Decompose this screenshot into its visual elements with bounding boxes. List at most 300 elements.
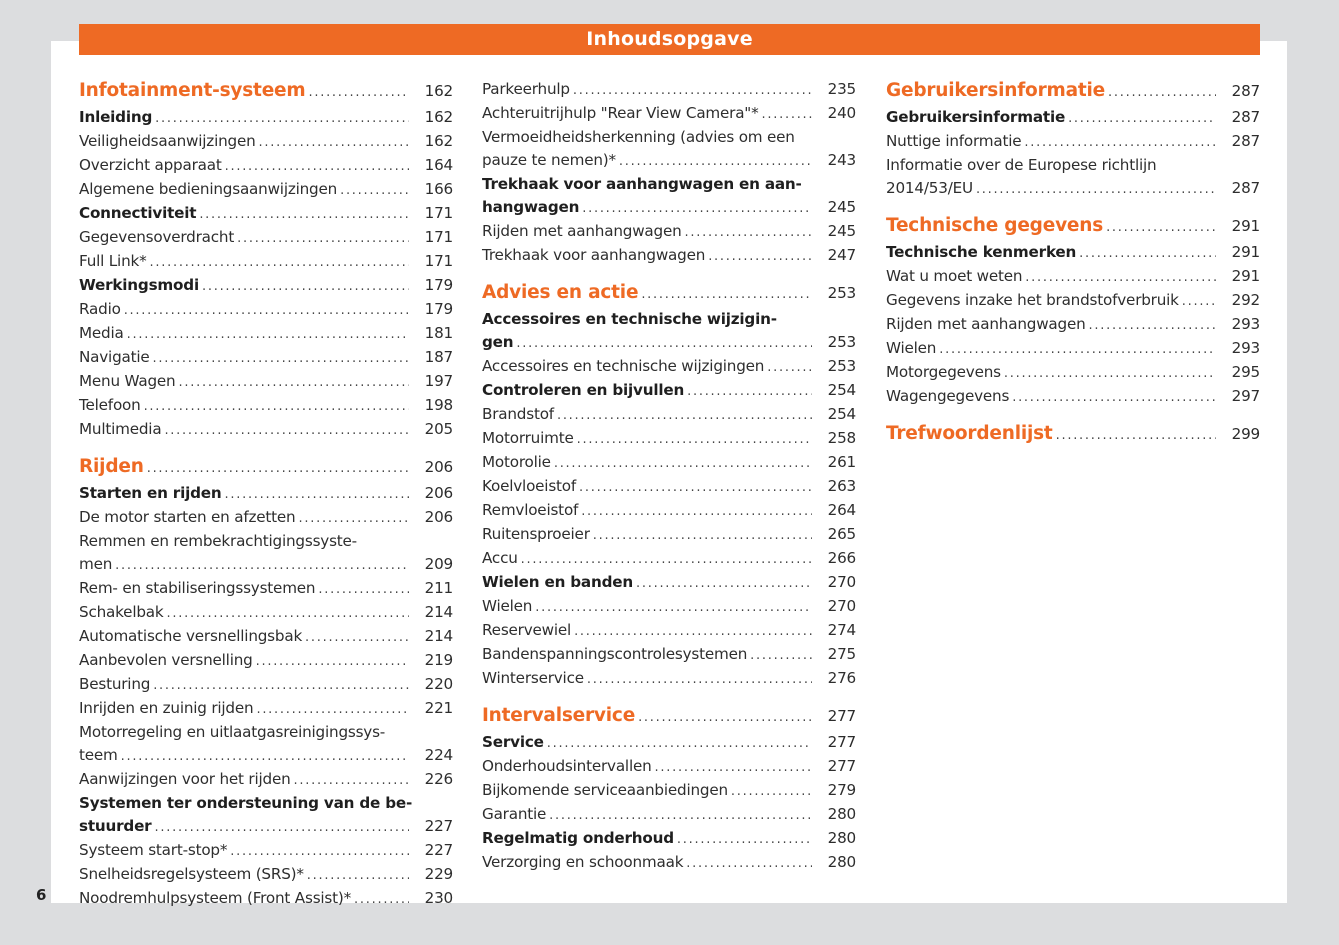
toc-entry-page: 299 xyxy=(1231,425,1260,443)
toc-entry-page: 206 xyxy=(424,484,453,502)
toc-entry-title: Gegevens inzake het brandstofverbruik xyxy=(886,291,1179,309)
toc-entry-page: 230 xyxy=(424,889,453,907)
toc-entry-title: Aanwijzingen voor het rijden xyxy=(79,770,291,788)
dot-leader xyxy=(256,650,409,673)
toc-entry-title: Navigatie xyxy=(79,348,150,366)
toc-entry-title: Motorolie xyxy=(482,453,551,471)
dot-leader xyxy=(1024,131,1216,154)
dot-leader xyxy=(686,852,812,875)
toc-entry-topic[interactable] xyxy=(79,721,453,768)
dot-leader xyxy=(1012,386,1216,409)
dot-leader xyxy=(1106,215,1216,241)
dot-leader xyxy=(127,323,409,346)
toc-entry-topic[interactable] xyxy=(482,244,856,268)
toc-entry-topic[interactable] xyxy=(79,322,453,346)
toc-entry-topic[interactable] xyxy=(482,427,856,451)
toc-entry-topic[interactable] xyxy=(79,768,453,792)
toc-entry-title: 2014/53/EU xyxy=(886,179,973,197)
toc-entry-topic[interactable] xyxy=(482,102,856,126)
toc-entry-page: 292 xyxy=(1231,291,1260,309)
toc-entry-page: 171 xyxy=(424,252,453,270)
toc-entry-topic[interactable] xyxy=(482,403,856,427)
toc-entry-page: 258 xyxy=(827,429,856,447)
toc-entry-page: 293 xyxy=(1231,339,1260,357)
toc-entry-page: 206 xyxy=(424,508,453,526)
dot-leader xyxy=(939,338,1216,361)
toc-entry-title: Onderhoudsintervallen xyxy=(482,757,652,775)
toc-entry-page: 280 xyxy=(827,829,856,847)
toc-entry-title: Wielen en banden xyxy=(482,573,633,591)
toc-entry-title: hangwagen xyxy=(482,198,580,216)
toc-entry-topic[interactable] xyxy=(482,355,856,379)
toc-entry-page: 287 xyxy=(1231,132,1260,150)
dot-leader xyxy=(1025,266,1216,289)
toc-entry-title: Intervalservice xyxy=(482,705,636,726)
toc-entry-topic[interactable] xyxy=(886,313,1260,337)
toc-entry-page: 206 xyxy=(424,458,453,476)
toc-entry-title: Rijden met aanhangwagen xyxy=(886,315,1086,333)
toc-entry-page: 276 xyxy=(827,669,856,687)
toc-entry-topic[interactable] xyxy=(79,863,453,887)
toc-entry-title: gen xyxy=(482,333,514,351)
toc-entry-section[interactable] xyxy=(482,571,856,595)
toc-entry-page: 275 xyxy=(827,645,856,663)
toc-entry-page: 277 xyxy=(827,707,856,725)
toc-entry-topic[interactable] xyxy=(482,126,856,173)
toc-entry-page: 198 xyxy=(424,396,453,414)
toc-entry-topic[interactable] xyxy=(79,418,453,442)
toc-entry-topic[interactable] xyxy=(886,337,1260,361)
toc-entry-page: 227 xyxy=(424,841,453,859)
toc-entry-topic[interactable] xyxy=(79,506,453,530)
toc-entry-page: 247 xyxy=(827,246,856,264)
toc-entry-title: Starten en rijden xyxy=(79,484,222,502)
toc-entry-page: 205 xyxy=(424,420,453,438)
dot-leader xyxy=(1079,242,1216,265)
toc-entry-topic[interactable] xyxy=(482,643,856,667)
dot-leader xyxy=(224,483,409,506)
dot-leader xyxy=(762,103,813,126)
toc-entry-page: 179 xyxy=(424,300,453,318)
dot-leader xyxy=(144,395,409,418)
toc-entry-title: Nuttige informatie xyxy=(886,132,1022,150)
toc-entry-section[interactable] xyxy=(482,379,856,403)
toc-entry-title: Accu xyxy=(482,549,518,567)
toc-entry-section[interactable] xyxy=(79,482,453,506)
dot-leader xyxy=(166,602,409,625)
toc-entry-title: Accessoires en technische wijzigingen xyxy=(482,357,765,375)
dot-leader xyxy=(153,674,409,697)
toc-entry-page: 164 xyxy=(424,156,453,174)
toc-entry-page: 264 xyxy=(827,501,856,519)
toc-entry-topic[interactable] xyxy=(482,499,856,523)
dot-leader xyxy=(237,227,409,250)
toc-entry-title: Service xyxy=(482,733,544,751)
dot-leader xyxy=(305,626,409,649)
dot-leader xyxy=(307,864,409,887)
page-number: 6 xyxy=(36,886,47,904)
toc-entry-title: Verzorging en schoonmaak xyxy=(482,853,684,871)
toc-entry-page: 280 xyxy=(827,853,856,871)
toc-entry-page: 280 xyxy=(827,805,856,823)
dot-leader xyxy=(179,371,410,394)
toc-entry-section[interactable] xyxy=(79,106,453,130)
toc-entry-title: Veiligheidsaanwijzingen xyxy=(79,132,256,150)
toc-entry-page: 287 xyxy=(1231,82,1260,100)
toc-entry-title-line1: Motorregeling en uitlaatgasreinigingssys- xyxy=(79,723,386,741)
toc-entry-page: 171 xyxy=(424,204,453,222)
dot-leader xyxy=(641,282,812,308)
toc-entry-title: Algemene bedieningsaanwijzingen xyxy=(79,180,338,198)
dot-leader xyxy=(750,644,812,667)
toc-entry-title: men xyxy=(79,555,113,573)
toc-entry-topic[interactable] xyxy=(482,547,856,571)
dot-leader xyxy=(1108,80,1216,106)
toc-entry-title: teem xyxy=(79,746,118,764)
toc-entry-topic[interactable] xyxy=(886,361,1260,385)
toc-entry-title: Bijkomende serviceaanbiedingen xyxy=(482,781,728,799)
toc-entry-title-line1: Accessoires en technische wijzigin- xyxy=(482,310,777,328)
toc-entry-page: 277 xyxy=(827,757,856,775)
toc-entry-page: 253 xyxy=(827,284,856,302)
toc-entry-title: Wat u moet weten xyxy=(886,267,1023,285)
toc-entry-page: 270 xyxy=(827,597,856,615)
toc-entry-page: 270 xyxy=(827,573,856,591)
toc-entry-title: Schakelbak xyxy=(79,603,164,621)
dot-leader xyxy=(259,131,409,154)
toc-column-3 xyxy=(886,78,1260,449)
toc-entry-page: 287 xyxy=(1231,179,1260,197)
toc-entry-page: 243 xyxy=(827,151,856,169)
toc-entry-title: Brandstof xyxy=(482,405,554,423)
toc-entry-page: 166 xyxy=(424,180,453,198)
toc-entry-title-line1: Systemen ter ondersteuning van de be- xyxy=(79,794,413,812)
toc-entry-page: 162 xyxy=(424,82,453,100)
toc-entry-topic[interactable] xyxy=(482,78,856,102)
toc-entry-chapter[interactable] xyxy=(79,78,453,106)
toc-entry-page: 265 xyxy=(827,525,856,543)
dot-leader xyxy=(1056,423,1216,449)
dot-leader xyxy=(1004,362,1216,385)
toc-entry-page: 277 xyxy=(827,733,856,751)
toc-entry-page: 253 xyxy=(827,357,856,375)
dot-leader xyxy=(299,507,410,530)
toc-entry-title: Technische kenmerken xyxy=(886,243,1077,261)
toc-entry-title: Winterservice xyxy=(482,669,584,687)
toc-entry-page: 263 xyxy=(827,477,856,495)
toc-entry-topic[interactable] xyxy=(79,577,453,601)
toc-entry-title: Werkingsmodi xyxy=(79,276,199,294)
toc-entry-page: 162 xyxy=(424,132,453,150)
toc-entry-title: Wagengegevens xyxy=(886,387,1010,405)
toc-entry-topic[interactable] xyxy=(482,803,856,827)
toc-entry-page: 209 xyxy=(424,555,453,573)
toc-entry-page: 254 xyxy=(827,405,856,423)
toc-entry-topic[interactable] xyxy=(79,887,453,911)
toc-entry-title: Overzicht apparaat xyxy=(79,156,222,174)
dot-leader xyxy=(547,732,812,755)
dot-leader xyxy=(340,179,409,202)
toc-entry-title: Connectiviteit xyxy=(79,204,197,222)
dot-leader xyxy=(577,428,812,451)
toc-entry-topic[interactable] xyxy=(79,530,453,577)
toc-entry-topic[interactable] xyxy=(886,265,1260,289)
toc-entry-page: 279 xyxy=(827,781,856,799)
toc-entry-title: Rijden xyxy=(79,456,144,477)
toc-entry-title: Telefoon xyxy=(79,396,141,414)
toc-entry-title: Multimedia xyxy=(79,420,162,438)
dot-leader xyxy=(593,524,812,547)
toc-entry-chapter[interactable] xyxy=(482,280,856,308)
toc-entry-page: 295 xyxy=(1231,363,1260,381)
toc-entry-page: 181 xyxy=(424,324,453,342)
toc-entry-topic[interactable] xyxy=(886,130,1260,154)
toc-entry-topic[interactable] xyxy=(79,226,453,250)
toc-entry-chapter[interactable] xyxy=(482,703,856,731)
toc-entry-section[interactable] xyxy=(482,731,856,755)
toc-entry-page: 214 xyxy=(424,627,453,645)
toc-entry-title: Rijden met aanhangwagen xyxy=(482,222,682,240)
toc-entry-page: 187 xyxy=(424,348,453,366)
dot-leader xyxy=(318,578,409,601)
toc-entry-topic[interactable] xyxy=(886,154,1260,201)
dot-leader xyxy=(549,804,812,827)
dot-leader xyxy=(535,596,812,619)
dot-leader xyxy=(154,816,409,839)
toc-entry-topic[interactable] xyxy=(482,851,856,875)
dot-leader xyxy=(294,769,409,792)
dot-leader xyxy=(573,79,812,102)
dot-leader xyxy=(1182,290,1216,313)
dot-leader xyxy=(685,221,812,244)
toc-entry-page: 291 xyxy=(1231,217,1260,235)
toc-entry-title: Full Link* xyxy=(79,252,147,270)
toc-entry-topic[interactable] xyxy=(79,346,453,370)
dot-leader xyxy=(619,150,812,173)
toc-entry-topic[interactable] xyxy=(79,601,453,625)
toc-entry-title: Wielen xyxy=(482,597,533,615)
toc-entry-title: Bandenspanningscontrolesystemen xyxy=(482,645,748,663)
toc-entry-chapter[interactable] xyxy=(886,213,1260,241)
dot-leader xyxy=(308,80,409,106)
dot-leader xyxy=(708,245,812,268)
toc-entry-topic[interactable] xyxy=(79,298,453,322)
toc-entry-page: 254 xyxy=(827,381,856,399)
toc-entry-section[interactable] xyxy=(886,106,1260,130)
toc-entry-page: 245 xyxy=(827,222,856,240)
toc-entry-topic[interactable] xyxy=(79,130,453,154)
toc-entry-page: 253 xyxy=(827,333,856,351)
toc-entry-page: 220 xyxy=(424,675,453,693)
dot-leader xyxy=(153,347,409,370)
toc-entry-topic[interactable] xyxy=(482,619,856,643)
toc-entry-section[interactable] xyxy=(482,308,856,355)
toc-entry-page: 240 xyxy=(827,104,856,122)
toc-entry-title: Rem- en stabiliseringssystemen xyxy=(79,579,316,597)
toc-entry-page: 214 xyxy=(424,603,453,621)
toc-entry-title: Trefwoordenlijst xyxy=(886,423,1053,444)
toc-entry-page: 274 xyxy=(827,621,856,639)
toc-entry-topic[interactable] xyxy=(886,289,1260,313)
toc-entry-title: Advies en actie xyxy=(482,282,639,303)
toc-entry-title: Gebruikersinformatie xyxy=(886,108,1066,126)
toc-entry-topic[interactable] xyxy=(482,220,856,244)
toc-entry-page: 235 xyxy=(827,80,856,98)
toc-column-1 xyxy=(79,78,453,911)
toc-entry-section[interactable] xyxy=(79,202,453,226)
dot-leader xyxy=(150,251,410,274)
toc-entry-page: 219 xyxy=(424,651,453,669)
toc-entry-title: Infotainment-systeem xyxy=(79,80,306,101)
toc-entry-title: Menu Wagen xyxy=(79,372,176,390)
toc-entry-title: Motorgegevens xyxy=(886,363,1001,381)
dot-leader xyxy=(164,419,409,442)
toc-entry-topic[interactable] xyxy=(482,755,856,779)
toc-entry-title: Aanbevolen versnelling xyxy=(79,651,253,669)
toc-entry-section[interactable] xyxy=(482,173,856,220)
toc-entry-page: 197 xyxy=(424,372,453,390)
dot-leader xyxy=(147,456,409,482)
dot-leader xyxy=(574,620,812,643)
toc-entry-title: Ruitensproeier xyxy=(482,525,590,543)
toc-entry-title-line1: Trekhaak voor aanhangwagen en aan- xyxy=(482,175,802,193)
toc-entry-title: Regelmatig onderhoud xyxy=(482,829,674,847)
toc-entry-page: 226 xyxy=(424,770,453,788)
toc-entry-page: 229 xyxy=(424,865,453,883)
toc-entry-section[interactable] xyxy=(79,274,453,298)
dot-leader xyxy=(230,840,409,863)
page-header-title: Inhoudsopgave xyxy=(79,24,1260,55)
toc-entry-topic[interactable] xyxy=(79,839,453,863)
toc-entry-title: De motor starten en afzetten xyxy=(79,508,296,526)
toc-entry-page: 293 xyxy=(1231,315,1260,333)
dot-leader xyxy=(767,356,812,379)
toc-entry-page: 162 xyxy=(424,108,453,126)
toc-entry-page: 221 xyxy=(424,699,453,717)
toc-entry-title-line1: Informatie over de Europese richtlijn xyxy=(886,156,1157,174)
dot-leader xyxy=(976,178,1216,201)
toc-entry-title: Radio xyxy=(79,300,121,318)
toc-entry-topic[interactable] xyxy=(886,385,1260,409)
toc-entry-title: pauze te nemen)* xyxy=(482,151,616,169)
toc-entry-title: Garantie xyxy=(482,805,547,823)
toc-entry-title: Media xyxy=(79,324,124,342)
toc-entry-topic[interactable] xyxy=(79,697,453,721)
dot-leader xyxy=(521,548,812,571)
toc-entry-page: 287 xyxy=(1231,108,1260,126)
toc-entry-title: Gebruikersinformatie xyxy=(886,80,1105,101)
dot-leader xyxy=(225,155,409,178)
toc-entry-topic[interactable] xyxy=(79,394,453,418)
toc-entry-page: 179 xyxy=(424,276,453,294)
toc-entry-title: Parkeerhulp xyxy=(482,80,570,98)
toc-entry-title: Trekhaak voor aanhangwagen xyxy=(482,246,706,264)
dot-leader xyxy=(731,780,812,803)
dot-leader xyxy=(115,554,409,577)
toc-entry-topic[interactable] xyxy=(482,475,856,499)
toc-entry-title: Inrijden en zuinig rijden xyxy=(79,699,254,717)
dot-leader xyxy=(1068,107,1216,130)
toc-entry-title: Noodremhulpsysteem (Front Assist)* xyxy=(79,889,352,907)
dot-leader xyxy=(677,828,812,851)
toc-entry-page: 211 xyxy=(424,579,453,597)
toc-entry-chapter[interactable] xyxy=(886,421,1260,449)
toc-entry-title: Besturing xyxy=(79,675,151,693)
toc-entry-title: Reservewiel xyxy=(482,621,572,639)
dot-leader xyxy=(256,698,409,721)
dot-leader xyxy=(579,476,812,499)
toc-entry-topic[interactable] xyxy=(79,370,453,394)
dot-leader xyxy=(636,572,812,595)
dot-leader xyxy=(516,332,812,355)
toc-entry-topic[interactable] xyxy=(79,625,453,649)
toc-entry-title: Gegevensoverdracht xyxy=(79,228,235,246)
toc-entry-topic[interactable] xyxy=(482,595,856,619)
dot-leader xyxy=(554,452,812,475)
toc-entry-title: Snelheidsregelsysteem (SRS)* xyxy=(79,865,304,883)
dot-leader xyxy=(581,500,812,523)
toc-entry-topic[interactable] xyxy=(79,154,453,178)
toc-entry-page: 291 xyxy=(1231,243,1260,261)
toc-entry-topic[interactable] xyxy=(79,178,453,202)
toc-entry-page: 291 xyxy=(1231,267,1260,285)
toc-entry-topic[interactable] xyxy=(482,523,856,547)
dot-leader xyxy=(557,404,812,427)
dot-leader xyxy=(121,745,409,768)
toc-entry-section[interactable] xyxy=(482,827,856,851)
toc-entry-page: 245 xyxy=(827,198,856,216)
toc-entry-topic[interactable] xyxy=(79,649,453,673)
dot-leader xyxy=(354,888,409,911)
toc-entry-page: 297 xyxy=(1231,387,1260,405)
dot-leader xyxy=(655,756,812,779)
toc-entry-title: Automatische versnellingsbak xyxy=(79,627,303,645)
toc-entry-title: Wielen xyxy=(886,339,937,357)
dot-leader xyxy=(202,275,409,298)
dot-leader xyxy=(687,380,812,403)
toc-entry-page: 224 xyxy=(424,746,453,764)
toc-entry-page: 171 xyxy=(424,228,453,246)
toc-entry-topic[interactable] xyxy=(482,451,856,475)
toc-entry-topic[interactable] xyxy=(482,779,856,803)
dot-leader xyxy=(587,668,812,691)
toc-entry-title: Achteruitrijhulp "Rear View Camera"* xyxy=(482,104,759,122)
toc-entry-chapter[interactable] xyxy=(886,78,1260,106)
toc-entry-page: 261 xyxy=(827,453,856,471)
toc-entry-chapter[interactable] xyxy=(79,454,453,482)
toc-entry-page: 227 xyxy=(424,817,453,835)
toc-entry-topic[interactable] xyxy=(79,673,453,697)
toc-column-2 xyxy=(482,78,856,875)
dot-leader xyxy=(199,203,409,226)
toc-entry-title: Systeem start-stop* xyxy=(79,841,228,859)
dot-leader xyxy=(1089,314,1216,337)
dot-leader xyxy=(124,299,409,322)
dot-leader xyxy=(582,197,812,220)
toc-entry-title: Remvloeistof xyxy=(482,501,579,519)
dot-leader xyxy=(155,107,409,130)
toc-entry-title-line1: Remmen en rembekrachtigingssyste- xyxy=(79,532,357,550)
toc-entry-title: Koelvloeistof xyxy=(482,477,577,495)
toc-entry-section[interactable] xyxy=(79,792,453,839)
toc-entry-section[interactable] xyxy=(886,241,1260,265)
toc-entry-topic[interactable] xyxy=(482,667,856,691)
toc-entry-title: stuurder xyxy=(79,817,152,835)
toc-entry-title: Controleren en bijvullen xyxy=(482,381,685,399)
toc-entry-topic[interactable] xyxy=(79,250,453,274)
toc-entry-page: 266 xyxy=(827,549,856,567)
toc-entry-title: Inleiding xyxy=(79,108,153,126)
